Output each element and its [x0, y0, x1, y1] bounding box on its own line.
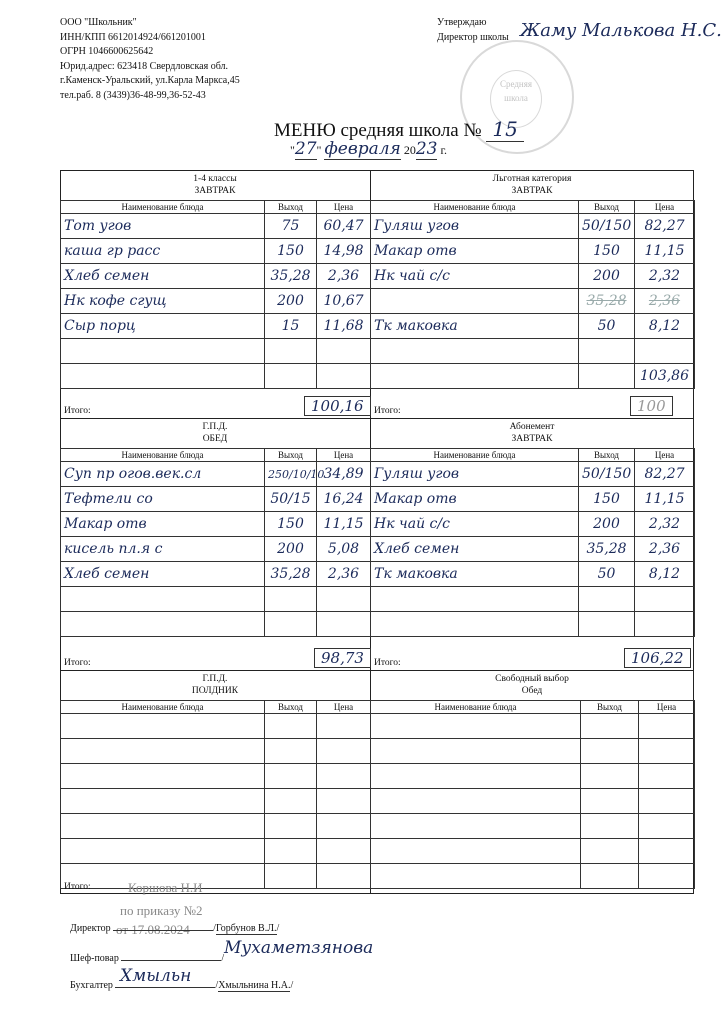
- table-row: [371, 562, 695, 587]
- table-row: [61, 364, 371, 389]
- chef-row: Шеф-повар /: [70, 953, 225, 964]
- dish-price: [639, 789, 695, 814]
- school-number: 15: [486, 117, 523, 142]
- table-row: [371, 487, 695, 512]
- table-row: [61, 314, 371, 339]
- col-price: Цена: [639, 701, 695, 714]
- dish-out: [265, 764, 317, 789]
- date-year: 23: [415, 139, 438, 159]
- dish-out: 150: [579, 487, 635, 512]
- dish-name: Макар отв: [61, 512, 265, 537]
- table-row: [371, 537, 695, 562]
- chef-sign-line: [121, 960, 221, 961]
- dish-out: [265, 612, 317, 637]
- dish-name: Хлеб семен: [61, 562, 265, 587]
- table-row: [61, 462, 371, 487]
- menu-table: [370, 200, 695, 389]
- dish-name: Тефтели со: [61, 487, 265, 512]
- table-row: [371, 339, 695, 364]
- table-row: [371, 764, 695, 789]
- dish-name: кисель пл.я с: [61, 537, 265, 562]
- dish-price: 34,89: [317, 462, 371, 487]
- table-row: [61, 512, 371, 537]
- dish-out: [581, 814, 639, 839]
- table-row: [371, 864, 695, 889]
- dish-out: 50/15: [265, 487, 317, 512]
- menu-table: [60, 448, 371, 637]
- col-out: Выход: [579, 201, 635, 214]
- dish-price: [639, 764, 695, 789]
- dish-price: [317, 339, 371, 364]
- dish-price: [317, 839, 371, 864]
- director-label: Директор: [70, 923, 111, 934]
- date-quote-close: ": [316, 143, 322, 157]
- dish-price: [639, 864, 695, 889]
- dish-name: [371, 864, 581, 889]
- dish-name: Тот угов: [61, 214, 265, 239]
- total-label: Итого:: [64, 882, 91, 892]
- dish-name: Суп пр огов.век.сл: [61, 462, 265, 487]
- dish-out: [265, 714, 317, 739]
- col-price: Цена: [317, 201, 371, 214]
- dish-price: [317, 789, 371, 814]
- table-row: [61, 339, 371, 364]
- faint-order: по приказу №2: [120, 903, 203, 918]
- col-price: Цена: [317, 701, 371, 714]
- dish-out: [581, 864, 639, 889]
- stamp-text: Средняя школа: [490, 70, 542, 128]
- dish-out: 15: [265, 314, 317, 339]
- accountant-signature: Хмыльн: [120, 966, 192, 986]
- section-title: Г.П.Д.: [202, 674, 228, 684]
- dish-out: 150: [265, 239, 317, 264]
- dish-price: [317, 364, 371, 389]
- dish-price: 82,27: [635, 462, 695, 487]
- table-row: [371, 239, 695, 264]
- table-row: [371, 739, 695, 764]
- dish-out: [265, 339, 317, 364]
- dish-price: [635, 339, 695, 364]
- dish-price: 16,24: [317, 487, 371, 512]
- dish-price: 11,15: [317, 512, 371, 537]
- faint-name: Коршова Н.И: [128, 880, 203, 895]
- total-label: Итого:: [64, 658, 91, 668]
- dish-out: [265, 587, 317, 612]
- dish-out: [579, 339, 635, 364]
- dish-out: 35,28: [265, 562, 317, 587]
- table-row: [371, 587, 695, 612]
- accountant-name: Хмыльнина Н.А.: [218, 980, 291, 991]
- section-title: Льготная категория: [492, 174, 572, 184]
- dish-out: 250/10/10: [265, 462, 317, 487]
- dish-price: [317, 587, 371, 612]
- dish-name: Тк маковка: [371, 314, 579, 339]
- dish-out: [581, 764, 639, 789]
- org-phone: тел.раб. 8 (3439)36-48-99,36-52-43: [60, 89, 206, 101]
- approve-position: Директор школы: [437, 31, 509, 43]
- total-label: Итого:: [64, 406, 91, 416]
- menu-table: [60, 700, 371, 889]
- dish-out: [581, 714, 639, 739]
- dish-price: 11,68: [317, 314, 371, 339]
- dish-name: [371, 339, 579, 364]
- dish-name: [371, 714, 581, 739]
- section-meal: Обед: [521, 686, 543, 696]
- col-name: Наименование блюда: [371, 201, 579, 214]
- date-month: февраля: [324, 139, 401, 159]
- col-price: Цена: [635, 449, 695, 462]
- accountant-sign-line: [115, 987, 215, 988]
- dish-name: [61, 364, 265, 389]
- col-out: Выход: [265, 449, 317, 462]
- dish-name: Хлеб семен: [371, 537, 579, 562]
- director-name: Горбунов В.Л.: [215, 923, 277, 934]
- dish-price: 2,32: [635, 512, 695, 537]
- dish-out: [265, 864, 317, 889]
- dish-out: 35,28: [579, 289, 635, 314]
- col-price: Цена: [635, 201, 695, 214]
- section-meal: ОБЕД: [202, 434, 228, 444]
- dish-out: [581, 789, 639, 814]
- col-out: Выход: [265, 701, 317, 714]
- table-row: [371, 839, 695, 864]
- dish-price: 11,15: [635, 487, 695, 512]
- dish-out: [265, 839, 317, 864]
- org-inn: ИНН/КПП 6612014924/661201001: [60, 31, 206, 43]
- dish-out: [581, 739, 639, 764]
- dish-out: 35,28: [265, 264, 317, 289]
- table-row: [371, 814, 695, 839]
- dish-out: [581, 839, 639, 864]
- table-row: [371, 512, 695, 537]
- table-row: [61, 264, 371, 289]
- section-1-4-grades: [60, 170, 370, 418]
- section-total: 100: [630, 396, 673, 416]
- approve-label: Утверждаю: [437, 17, 487, 28]
- col-out: Выход: [581, 701, 639, 714]
- dish-out: [265, 364, 317, 389]
- dish-price: 60,47: [317, 214, 371, 239]
- dish-out: [579, 364, 635, 389]
- table-row: [371, 314, 695, 339]
- total-label: Итого:: [374, 658, 401, 668]
- section-gpd-lunch: [60, 418, 370, 670]
- table-row: [61, 764, 371, 789]
- dish-out: 200: [265, 537, 317, 562]
- dish-name: [61, 587, 265, 612]
- date-suffix: г.: [440, 143, 448, 157]
- dish-price: 2,32: [635, 264, 695, 289]
- dish-name: Хлеб семен: [61, 264, 265, 289]
- dish-out: 200: [579, 512, 635, 537]
- dish-name: [61, 714, 265, 739]
- dish-name: Сыр порц: [61, 314, 265, 339]
- table-row: [61, 714, 371, 739]
- section-free-choice: [370, 670, 694, 894]
- dish-name: Гуляш угов: [371, 462, 579, 487]
- dish-name: [371, 612, 579, 637]
- dish-name: [371, 289, 579, 314]
- section-benefit-category: [370, 170, 694, 418]
- org-ogrn: ОГРН 1046600625642: [60, 46, 154, 57]
- dish-name: [61, 764, 265, 789]
- dish-name: Нк чай с/с: [371, 512, 579, 537]
- table-row: [371, 789, 695, 814]
- section-subscription: [370, 418, 694, 670]
- section-meal: ПОЛДНИК: [191, 686, 239, 696]
- dish-name: [61, 789, 265, 814]
- table-row: [61, 537, 371, 562]
- table-row: [371, 714, 695, 739]
- section-title: Г.П.Д.: [202, 422, 228, 432]
- dish-price: [317, 764, 371, 789]
- dish-price: 8,12: [635, 562, 695, 587]
- dish-name: Гуляш угов: [371, 214, 579, 239]
- menu-date: [290, 139, 447, 159]
- dish-price: [635, 587, 695, 612]
- director-row: Директор /Горбунов В.Л./: [70, 923, 280, 934]
- section-meal: ЗАВТРАК: [511, 186, 553, 196]
- section-total: 100,16: [304, 396, 371, 416]
- accountant-row: Бухгалтер /Хмыльнина Н.А./: [70, 980, 294, 991]
- dish-out: 75: [265, 214, 317, 239]
- table-row: [371, 289, 695, 314]
- dish-name: [371, 764, 581, 789]
- dish-name: Макар отв: [371, 239, 579, 264]
- dish-price: [639, 714, 695, 739]
- table-row: [371, 462, 695, 487]
- section-title: 1-4 классы: [193, 174, 237, 184]
- dish-price: 11,15: [635, 239, 695, 264]
- dish-name: [371, 814, 581, 839]
- dish-price: [317, 739, 371, 764]
- dish-name: Нк чай с/с: [371, 264, 579, 289]
- org-name: ООО "Школьник": [60, 17, 137, 28]
- date-quote-open: ": [290, 143, 295, 157]
- dish-out: 50/150: [579, 462, 635, 487]
- dish-out: [265, 739, 317, 764]
- dish-out: 50/150: [579, 214, 635, 239]
- dish-out: 50: [579, 314, 635, 339]
- dish-out: 150: [579, 239, 635, 264]
- dish-name: каша гр расс: [61, 239, 265, 264]
- org-address-1: Юрид.адрес: 623418 Свердловская обл.: [60, 60, 229, 72]
- table-row: [371, 214, 695, 239]
- col-name: Наименование блюда: [371, 701, 581, 714]
- col-price: Цена: [317, 449, 371, 462]
- col-out: Выход: [265, 201, 317, 214]
- table-row: [61, 789, 371, 814]
- dish-name: [61, 839, 265, 864]
- dish-price: [317, 714, 371, 739]
- dish-out: [265, 814, 317, 839]
- dish-name: [371, 789, 581, 814]
- dish-name: [371, 364, 579, 389]
- section-title: Свободный выбор: [495, 674, 569, 684]
- menu-table: [370, 448, 695, 637]
- dish-name: Тк маковка: [371, 562, 579, 587]
- table-row: [61, 864, 371, 889]
- dish-price: 2,36: [317, 562, 371, 587]
- dish-price: [639, 739, 695, 764]
- dish-price: [317, 612, 371, 637]
- dish-name: [371, 739, 581, 764]
- dish-out: [579, 587, 635, 612]
- table-row: [61, 214, 371, 239]
- col-name: Наименование блюда: [61, 201, 265, 214]
- table-row: [61, 814, 371, 839]
- section-gpd-snack: [60, 670, 370, 894]
- col-name: Наименование блюда: [61, 449, 265, 462]
- org-address-2: г.Каменск-Уральский, ул.Карла Маркса,45: [60, 75, 240, 86]
- menu-table: [370, 700, 695, 889]
- table-row: [371, 612, 695, 637]
- date-year-prefix: 20: [403, 143, 416, 157]
- dish-out: 50: [579, 562, 635, 587]
- dish-price: 2,36: [635, 289, 695, 314]
- date-day: 27: [294, 139, 317, 159]
- dish-price: 82,27: [635, 214, 695, 239]
- dish-price: [317, 814, 371, 839]
- chef-label: Шеф-повар: [70, 953, 119, 964]
- dish-price: [639, 839, 695, 864]
- table-row: [61, 839, 371, 864]
- title-prefix: МЕНЮ средняя школа №: [274, 120, 482, 141]
- table-row: [61, 239, 371, 264]
- table-row: [61, 487, 371, 512]
- table-row: [61, 612, 371, 637]
- table-row: [61, 289, 371, 314]
- chef-signature: Мухаметзянова: [224, 938, 374, 958]
- organization-header: [60, 16, 240, 103]
- dish-price: 8,12: [635, 314, 695, 339]
- dish-price: 10,67: [317, 289, 371, 314]
- dish-price: 14,98: [317, 239, 371, 264]
- dish-price: [635, 612, 695, 637]
- dish-out: [265, 789, 317, 814]
- dish-name: [61, 814, 265, 839]
- dish-price: 2,36: [635, 537, 695, 562]
- dish-name: Макар отв: [371, 487, 579, 512]
- table-row: [371, 264, 695, 289]
- approval-block: [437, 16, 509, 45]
- dish-price: 103,86: [635, 364, 695, 389]
- menu-table: [60, 200, 371, 389]
- section-meal: ЗАВТРАК: [511, 434, 553, 444]
- dish-price: [639, 814, 695, 839]
- col-name: Наименование блюда: [61, 701, 265, 714]
- accountant-label: Бухгалтер: [70, 980, 113, 991]
- table-row: [61, 739, 371, 764]
- section-meal: ЗАВТРАК: [194, 186, 236, 196]
- dish-price: [317, 864, 371, 889]
- col-name: Наименование блюда: [371, 449, 579, 462]
- faint-order-date: от 17.08.2024: [116, 922, 190, 937]
- dish-out: 200: [579, 264, 635, 289]
- dish-name: [61, 339, 265, 364]
- table-row: [61, 562, 371, 587]
- dish-out: 35,28: [579, 537, 635, 562]
- dish-name: [371, 839, 581, 864]
- dish-out: 200: [265, 289, 317, 314]
- dish-name: [371, 587, 579, 612]
- dish-out: [579, 612, 635, 637]
- section-title: Абонемент: [509, 422, 555, 432]
- director-sign-line: [113, 930, 213, 931]
- director-signature: Жаму Малькова Н.С.: [520, 20, 722, 41]
- section-total: 106,22: [624, 648, 691, 668]
- dish-name: [61, 739, 265, 764]
- total-label: Итого:: [374, 406, 401, 416]
- dish-price: 2,36: [317, 264, 371, 289]
- section-total: 98,73: [314, 648, 371, 668]
- col-out: Выход: [579, 449, 635, 462]
- table-row: [61, 587, 371, 612]
- table-row: [371, 364, 695, 389]
- dish-name: Нк кофе сгущ: [61, 289, 265, 314]
- dish-name: [61, 612, 265, 637]
- dish-price: 5,08: [317, 537, 371, 562]
- dish-out: 150: [265, 512, 317, 537]
